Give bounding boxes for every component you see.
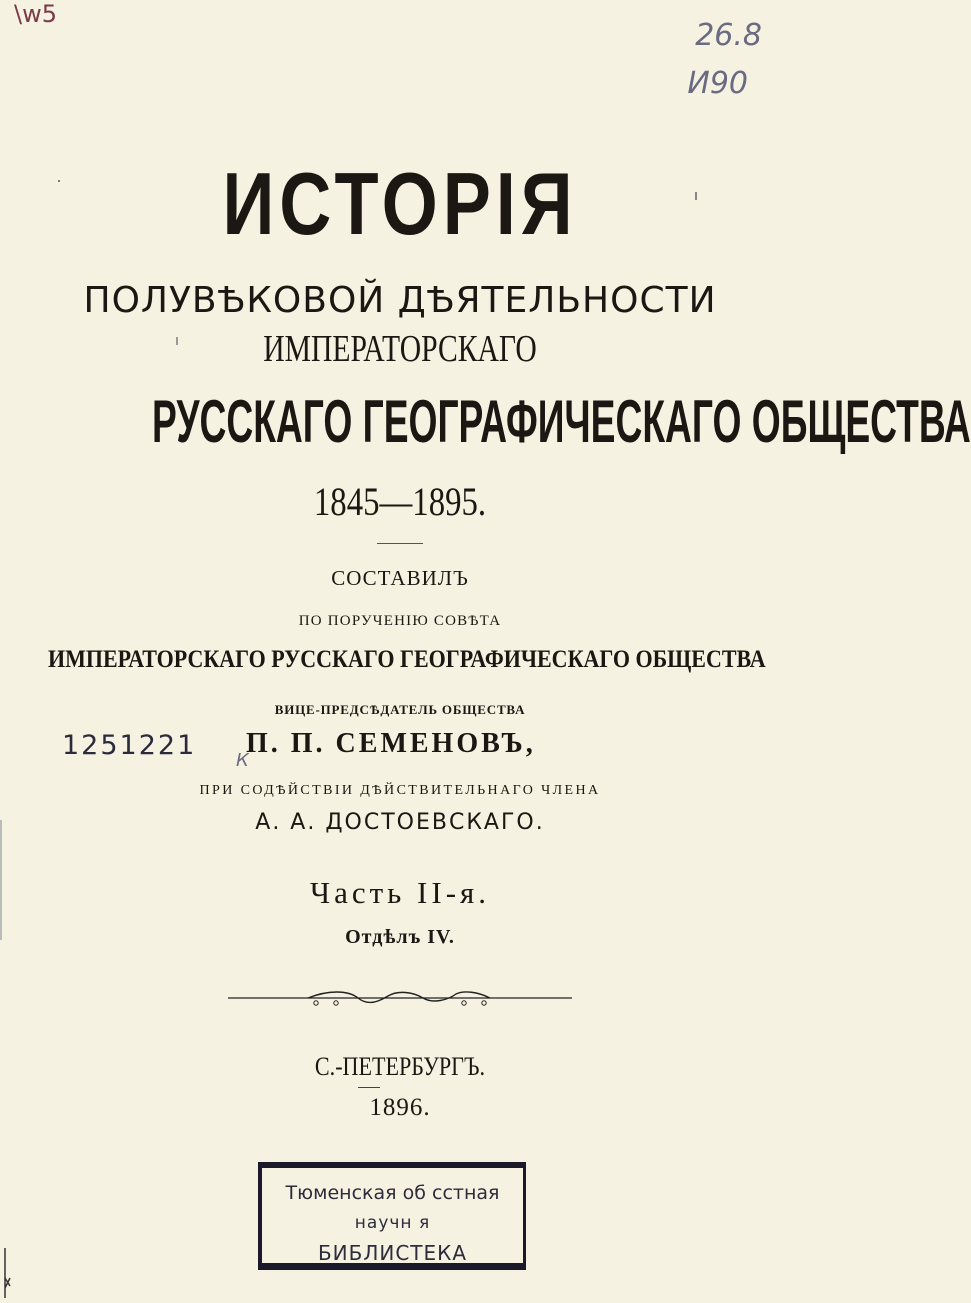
- stamp-line-2: научн я: [354, 1213, 431, 1233]
- author-name: П. П. СЕМЕНОВЪ,: [246, 728, 536, 759]
- part-label: Часть ІІ-я.: [309, 875, 491, 910]
- subtitle-line-1: ПОЛУВѢКОВОЙ ДѢЯТЕЛЬНОСТИ: [83, 280, 717, 321]
- stamp-line-3: БИБЛИСТЕКА: [317, 1241, 468, 1265]
- society-name: ИМПЕРАТОРСКАГО РУССКАГО ГЕОГРАФИЧЕСКАГО ОБЩЕСТВА: [48, 646, 766, 673]
- divider-rule: [377, 543, 423, 544]
- pencil-mark: К: [236, 750, 249, 771]
- publication-year: 1896.: [369, 1094, 431, 1121]
- corner-handwritten-mark: \ᴡ5: [14, 0, 57, 28]
- vice-president-label: ВИЦЕ-ПРЕДСѢДАТЕЛЬ ОБЩЕСТВА: [274, 702, 526, 717]
- divider-rule-small: [358, 1087, 380, 1088]
- stamp-line-1: Тюменская об сстная: [285, 1182, 500, 1204]
- publication-city: С.-ПЕТЕРБУРГЪ.: [314, 1052, 486, 1081]
- shelf-code-2: И90: [687, 66, 748, 101]
- assistance-line: ПРИ СОДѢЙСТВІИ ДѢЙСТВИТЕЛЬНАГО ЧЛЕНА: [199, 783, 601, 798]
- commission-line: ПО ПОРУЧЕНІЮ СОВѢТА: [298, 613, 502, 629]
- subtitle-line-2: ИМПЕРАТОРСКАГО: [263, 328, 537, 370]
- page-edge-mark: [3, 1248, 11, 1298]
- shelf-code-1: 26.8: [695, 18, 762, 53]
- book-title: ИСТОРІЯ: [222, 154, 578, 253]
- inventory-number-stamp: 1251221: [62, 730, 197, 761]
- ornament-divider: [228, 990, 572, 1010]
- years-range: 1845—1895.: [313, 479, 487, 524]
- paper-speck: [58, 180, 60, 182]
- compiled-by-label: СОСТАВИЛЪ: [331, 566, 469, 590]
- section-label: Отдѣлъ IV.: [345, 926, 455, 948]
- subtitle-line-3: РУССКАГО ГЕОГРАФИЧЕСКАГО ОБЩЕСТВА: [152, 388, 971, 455]
- library-stamp: [258, 1162, 526, 1270]
- co-author-name: А. А. ДОСТОЕВСКАГО.: [255, 810, 545, 835]
